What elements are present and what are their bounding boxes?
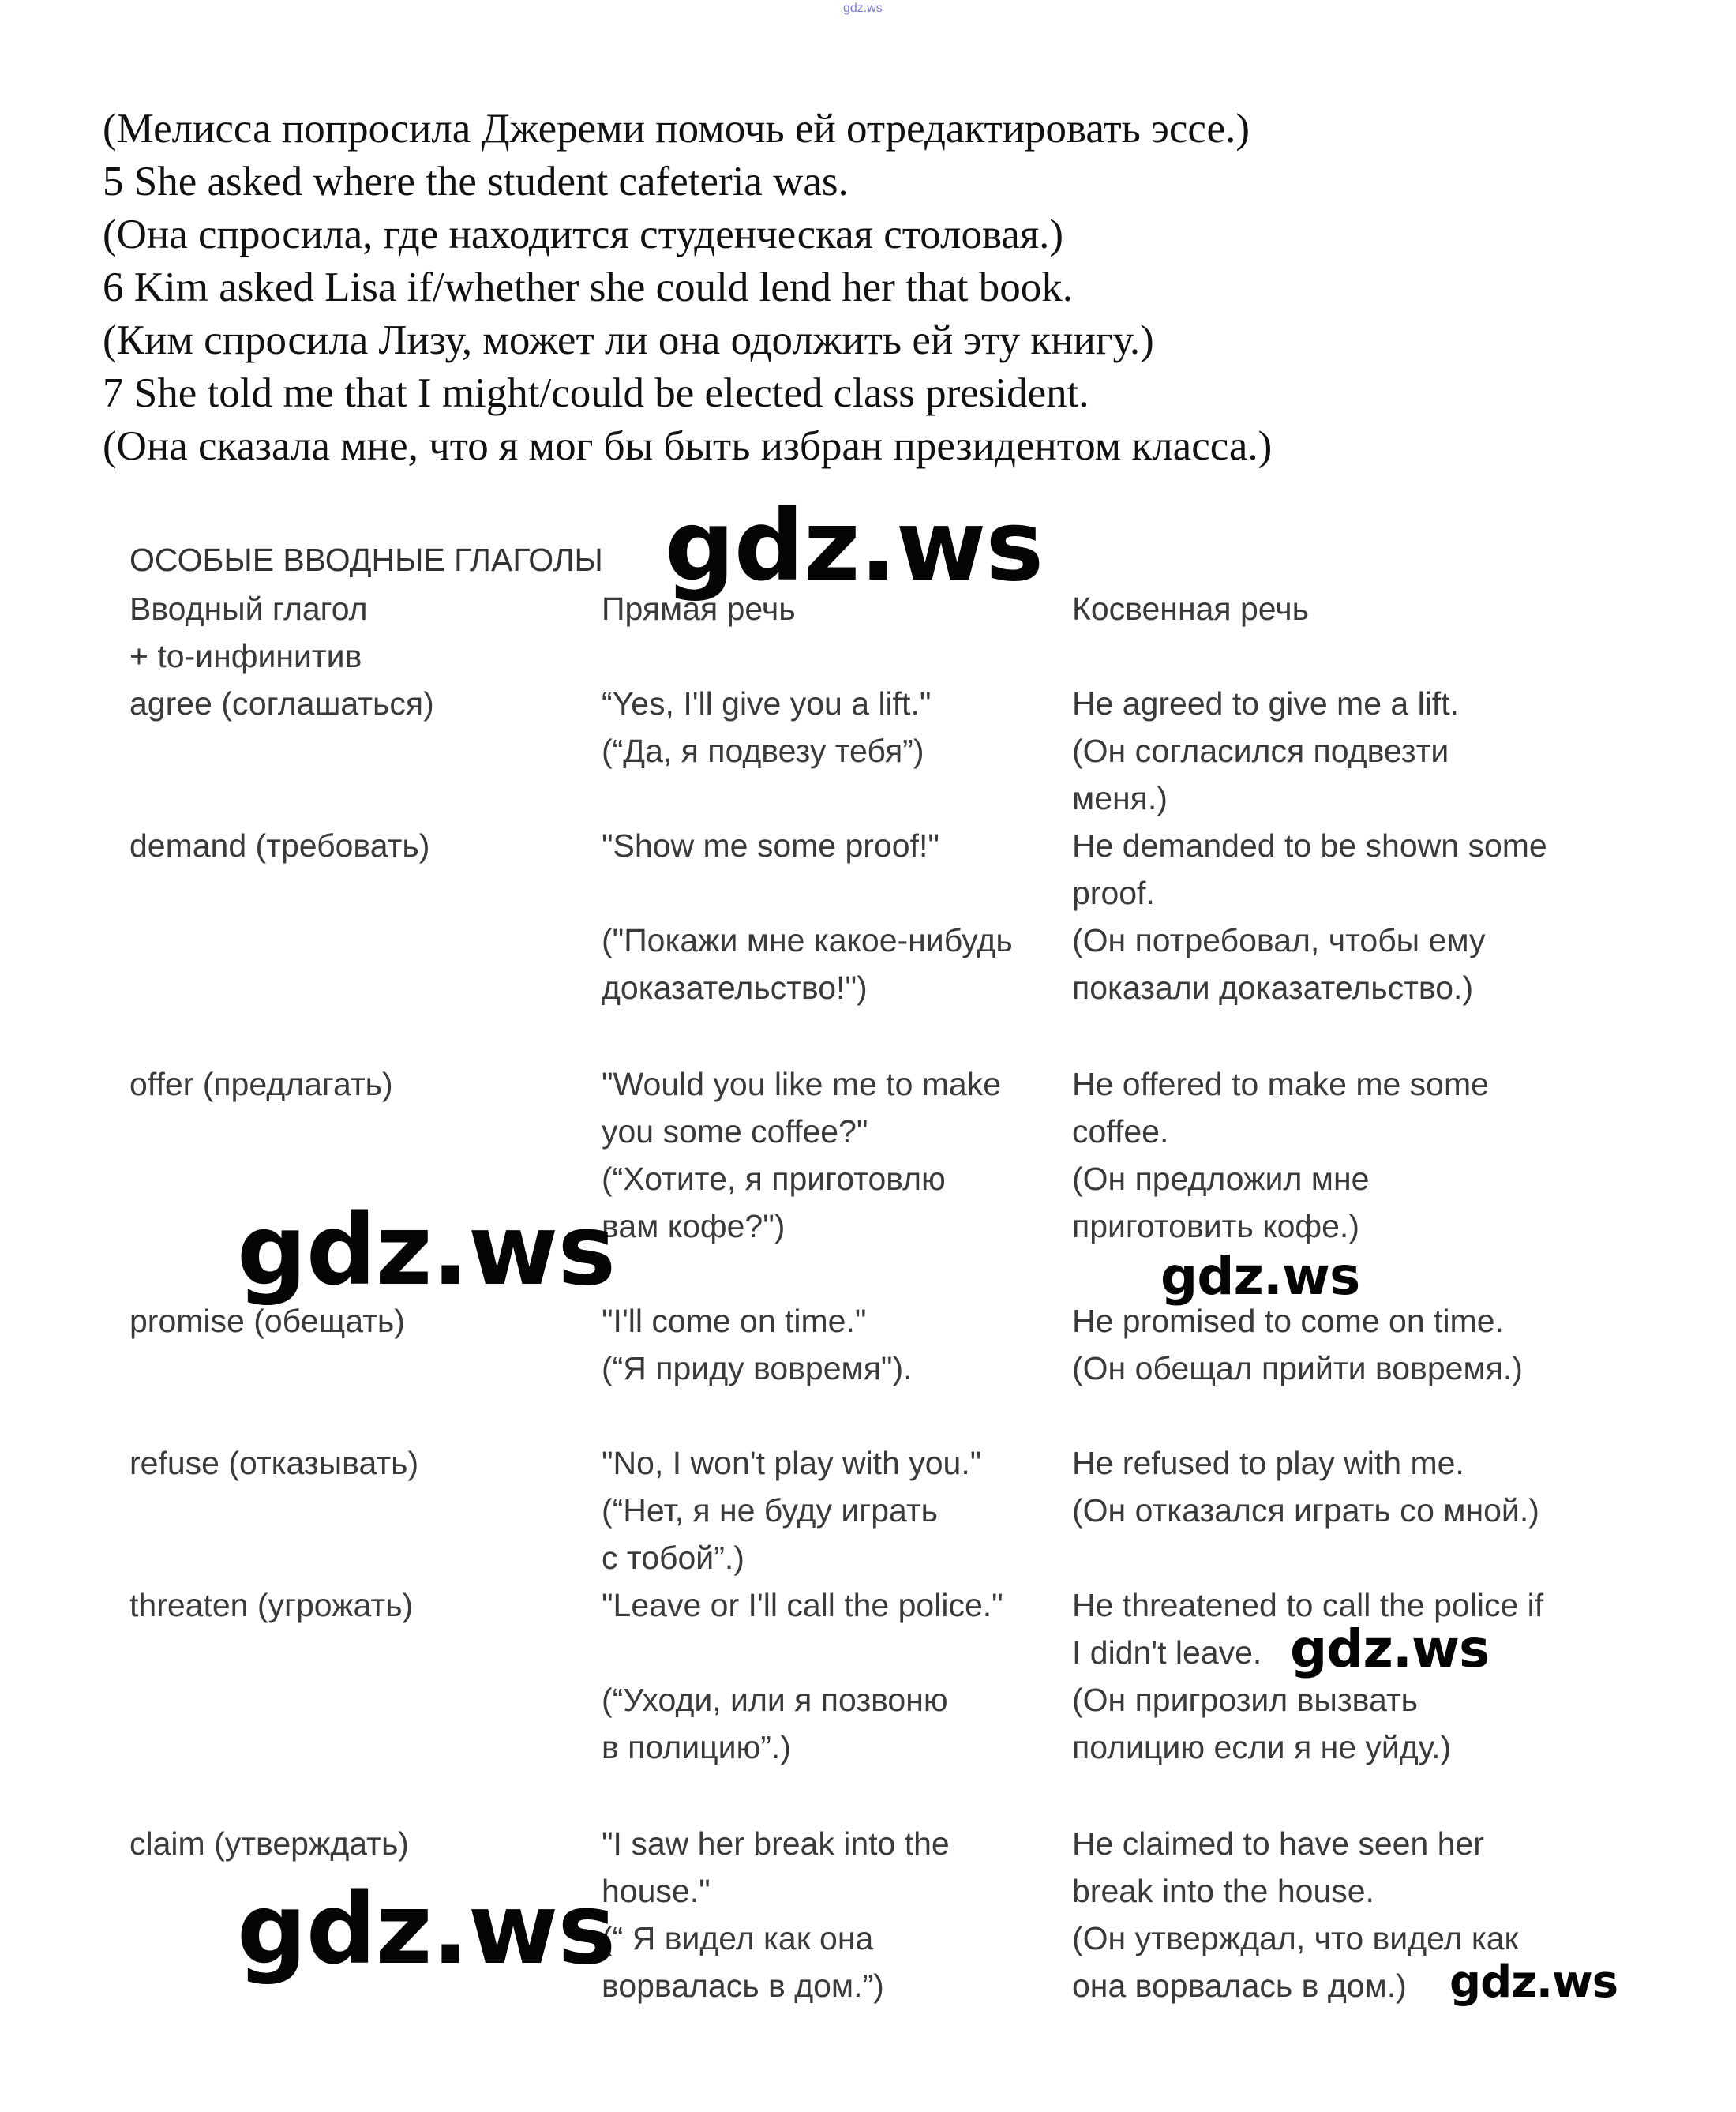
text-line: (Она спросила, где находится студенческая столовая.) bbox=[103, 212, 1064, 257]
indirect-offer-1: He offered to make me some bbox=[1072, 1066, 1489, 1102]
header-watermark: gdz.ws bbox=[843, 2, 883, 15]
direct-promise-2: (“Я приду вовремя"). bbox=[602, 1350, 913, 1386]
indirect-claim-4: она ворвалась в дом.) bbox=[1072, 1968, 1407, 2004]
verb-promise: promise (обещать) bbox=[129, 1303, 405, 1339]
watermark: gdz.ws bbox=[1290, 1619, 1490, 1679]
text-line: 6 Kim asked Lisa if/whether she could lend her that book. bbox=[103, 264, 1073, 310]
table-title: ОСОБЫЕ ВВОДНЫЕ ГЛАГОЛЫ bbox=[129, 542, 603, 578]
watermark: gdz.ws bbox=[1160, 1246, 1360, 1307]
watermark: gdz.ws bbox=[237, 1194, 616, 1307]
text-line: 5 She asked where the student cafeteria was. bbox=[103, 159, 849, 204]
indirect-refuse-2: (Он отказался играть со мной.) bbox=[1072, 1492, 1539, 1529]
direct-refuse-3: с тобой”.) bbox=[602, 1540, 744, 1576]
direct-claim-2: house." bbox=[602, 1873, 711, 1909]
watermark: gdz.ws bbox=[665, 490, 1044, 603]
indirect-promise-2: (Он обещал прийти вовремя.) bbox=[1072, 1350, 1523, 1386]
direct-claim-3: (“ Я видел как она bbox=[602, 1920, 874, 1956]
indirect-claim-2: break into the house. bbox=[1072, 1873, 1374, 1909]
indirect-demand-4: показали доказательство.) bbox=[1072, 970, 1474, 1006]
indirect-threaten-3: (Он пригрозил вызвать bbox=[1072, 1682, 1419, 1718]
watermark: gdz.ws bbox=[1449, 1956, 1618, 2008]
verb-threaten: threaten (угрожать) bbox=[129, 1587, 414, 1623]
direct-agree-2: (“Да, я подвезу тебя”) bbox=[602, 733, 924, 769]
header-verb-line1: Вводный глагол bbox=[129, 591, 368, 627]
direct-claim-1: "I saw her break into the bbox=[602, 1825, 950, 1862]
indirect-threaten-1: He threatened to call the police if bbox=[1072, 1587, 1544, 1623]
verb-agree: agree (соглашаться) bbox=[129, 685, 434, 722]
header-verb-line2: + to-инфинитив bbox=[129, 638, 362, 674]
indirect-offer-2: coffee. bbox=[1072, 1113, 1169, 1150]
indirect-agree-1: He agreed to give me a lift. bbox=[1072, 685, 1459, 722]
direct-claim-4: ворвалась в дом.”) bbox=[602, 1968, 884, 2004]
direct-threaten-3: (“Уходи, или я позвоню bbox=[602, 1682, 948, 1718]
direct-demand-4: доказательство!") bbox=[602, 970, 868, 1006]
direct-refuse-1: "No, I won't play with you." bbox=[602, 1445, 982, 1481]
indirect-promise-1: He promised to come on time. bbox=[1072, 1303, 1504, 1339]
direct-offer-3: (“Хотите, я приготовлю bbox=[602, 1161, 946, 1197]
indirect-claim-3: (Он утверждал, что видел как bbox=[1072, 1920, 1519, 1956]
direct-demand-1: "Show me some proof!" bbox=[602, 827, 939, 864]
indirect-demand-1: He demanded to be shown some bbox=[1072, 827, 1547, 864]
text-line: (Она сказала мне, что я мог бы быть избран президентом класса.) bbox=[103, 423, 1273, 469]
header-indirect: Косвенная речь bbox=[1072, 591, 1309, 627]
text-line: (Мелисса попросила Джереми помочь ей отредактировать эссе.) bbox=[103, 106, 1250, 152]
verb-demand: demand (требовать) bbox=[129, 827, 430, 864]
translation-text-block bbox=[103, 103, 1642, 473]
direct-agree-1: “Yes, I'll give you a lift." bbox=[602, 685, 932, 722]
direct-threaten-4: в полицию”.) bbox=[602, 1729, 791, 1765]
verb-claim: claim (утверждать) bbox=[129, 1825, 409, 1862]
indirect-agree-2: (Он согласился подвезти bbox=[1072, 733, 1449, 769]
indirect-demand-2: proof. bbox=[1072, 875, 1155, 911]
direct-promise-1: "I'll come on time." bbox=[602, 1303, 867, 1339]
indirect-offer-3: (Он предложил мне bbox=[1072, 1161, 1370, 1197]
verb-refuse: refuse (отказывать) bbox=[129, 1445, 419, 1481]
header-direct: Прямая речь bbox=[602, 591, 796, 627]
indirect-offer-4: приготовить кофе.) bbox=[1072, 1208, 1359, 1244]
text-line: (Ким спросила Лизу, может ли она одолжить ей эту книгу.) bbox=[103, 317, 1154, 363]
indirect-agree-3: меня.) bbox=[1072, 780, 1168, 816]
indirect-threaten-2: I didn't leave. bbox=[1072, 1634, 1262, 1671]
direct-offer-4: вам кофе?") bbox=[602, 1208, 786, 1244]
direct-offer-1: "Would you like me to make bbox=[602, 1066, 1002, 1102]
direct-refuse-2: (“Нет, я не буду играть bbox=[602, 1492, 939, 1529]
indirect-refuse-1: He refused to play with me. bbox=[1072, 1445, 1464, 1481]
verb-offer: offer (предлагать) bbox=[129, 1066, 393, 1102]
direct-offer-2: you some coffee?" bbox=[602, 1113, 868, 1150]
direct-demand-3: ("Покажи мне какое-нибудь bbox=[602, 922, 1013, 958]
indirect-claim-1: He claimed to have seen her bbox=[1072, 1825, 1484, 1862]
indirect-threaten-4: полицию если я не уйду.) bbox=[1072, 1729, 1452, 1765]
watermark: gdz.ws bbox=[237, 1873, 616, 1986]
direct-threaten-1: "Leave or I'll call the police." bbox=[602, 1587, 1003, 1623]
indirect-demand-3: (Он потребовал, чтобы ему bbox=[1072, 922, 1486, 958]
text-line: 7 She told me that I might/could be elected class president. bbox=[103, 370, 1089, 416]
